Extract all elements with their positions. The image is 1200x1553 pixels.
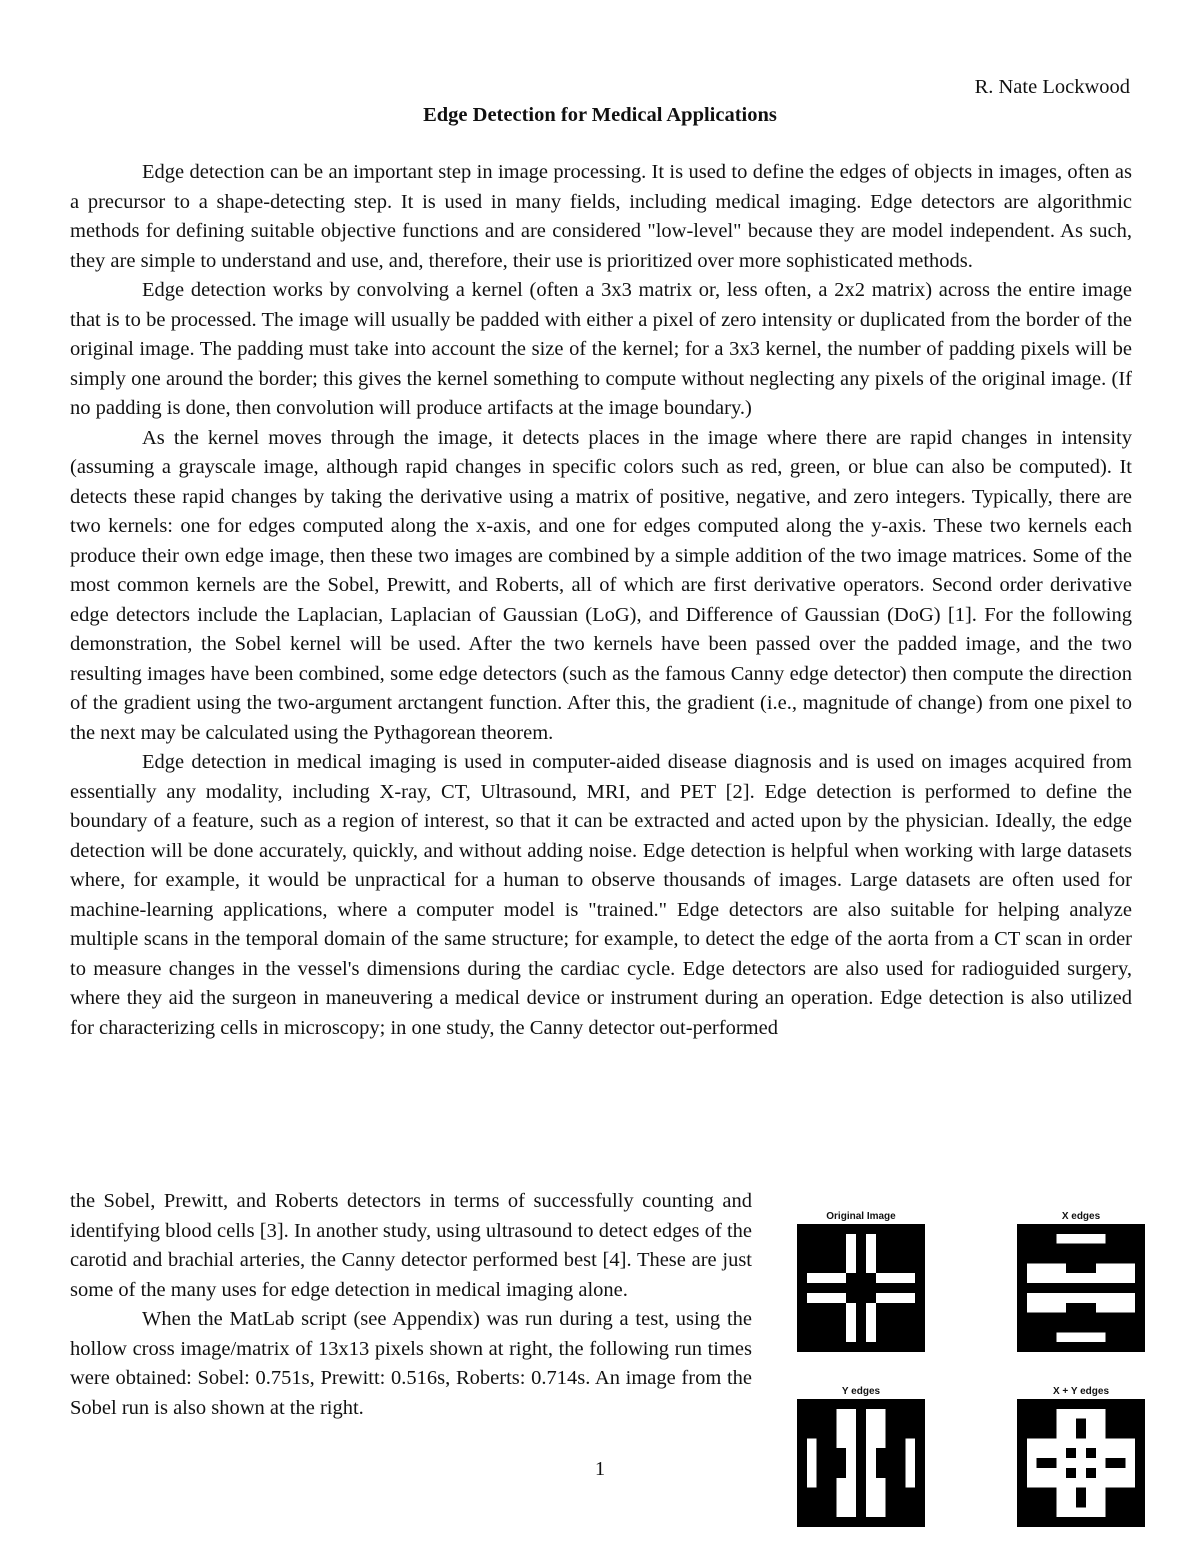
figure-original-image: [797, 1210, 925, 1352]
paragraph-medical-continued: the Sobel, Prewitt, and Roberts detectors in terms of successfully counting and identifying blood cells [3]. In another study, using ultrasound to detect edges of the carotid and brachial arteries, the Canny detector performed best [4]. These are just some of the many uses for edge detection in medical imaging alone.: [70, 1190, 752, 1301]
wrapped-text: [70, 1187, 752, 1423]
figure-caption-x-edges: X edges: [1061, 1211, 1101, 1222]
paragraph-convolution: Edge detection works by convolving a kernel (often a 3x3 matrix or, less often, a 2x2 matrix) across the entire image that is to be processed. The image will usually be padded with either a pixel of zero intensity or duplicated from the border of the original image. The padding must take into account the size of the kernel; for a 3x3 kernel, the number of padding pixels will be simply one around the border; this gives the kernel something to compute without neglecting any pixels of the original image. (If no padding is done, then convolution will produce artifacts at the image boundary.): [70, 279, 1132, 419]
figure-caption-y-edges: Y edges: [841, 1386, 881, 1397]
figure-caption-original: Original Image: [826, 1211, 896, 1222]
paragraph-intro: Edge detection can be an important step in image processing. It is used to define the edges of objects in images, often as a precursor to a shape-detecting step. It is used in many fields, including medical imaging. Edge detectors are algorithmic methods for defining suitable objective functions and are considered "low-level" because they are model independent. As such, they are simple to understand and use, and, therefore, their use is prioritized over more sophisticated methods.: [70, 161, 1132, 272]
author-name: R. Nate Lockwood: [974, 76, 1130, 98]
body-text: [70, 158, 1132, 1043]
figure-caption-xy-edges: X + Y edges: [1052, 1386, 1110, 1397]
figure-x-edges: [1017, 1210, 1145, 1352]
paragraph-runtimes: When the MatLab script (see Appendix) was run during a test, using the hollow cross image/matrix of 13x13 pixels shown at right, the following run times were obtained: Sobel: 0.751s, Prewitt: 0.516s, Roberts: 0.714s. An image from the Sobel run is also shown at the right.: [70, 1308, 752, 1419]
paragraph-kernels: As the kernel moves through the image, it detects places in the image where there are rapid changes in intensity (assuming a grayscale image, although rapid changes in specific colors such as red, green, or blue can also be computed). It detects these rapid changes by taking the derivative using a matrix of positive, negative, and zero integers. Typically, there are two kernels: one for edges computed along the x-axis, and one for edges computed along the y-axis. These two kernels each produce their own edge image, then these two images are combined by a simple addition of the two image matrices. Some of the most common kernels are the Sobel, Prewitt, and Roberts, all of which are first derivative operators. Second order derivative edge detectors include the Laplacian, Laplacian of Gaussian (LoG), and Difference of Gaussian (DoG) [1]. For the following demonstration, the Sobel kernel will be used. After the two kernels have been passed over the padded image, and the two resulting images have been combined, some edge detectors (such as the famous Canny edge detector) then compute the direction of the gradient using the two-argument arctangent function. After this, the gradient (i.e., magnitude of change) from one pixel to the next may be calculated using the Pythagorean theorem.: [70, 426, 1132, 744]
x-edges-plot: [1017, 1224, 1145, 1352]
page-title: Edge Detection for Medical Applications: [423, 104, 777, 126]
page-number: 1: [594, 1458, 606, 1480]
original-image-plot: [797, 1224, 925, 1352]
paragraph-medical: Edge detection in medical imaging is used in computer-aided disease diagnosis and is used on images acquired from essentially any modality, including X-ray, CT, Ultrasound, MRI, and PET [2]. Edge detection is performed to define the boundary of a feature, such as a region of interest, so that it can be extracted and acted upon by the physician. Ideally, the edge detection will be done accurately, quickly, and without adding noise. Edge detection is helpful when working with large datasets where, for example, it would be unpractical for a human to observe thousands of images. Large datasets are often used for machine-learning applications, where a computer model is "trained." Edge detectors are also suitable for helping analyze multiple scans in the temporal domain of the same structure; for example, to detect the edge of the aorta from a CT scan in order to measure changes in the vessel's dimensions during the cardiac cycle. Edge detectors are also used for radioguided surgery, where they aid the surgeon in maneuvering a medical device or instrument during an operation. Edge detection is also utilized for characterizing cells in microscopy; in one study, the Canny detector out-performed: [70, 751, 1132, 1039]
